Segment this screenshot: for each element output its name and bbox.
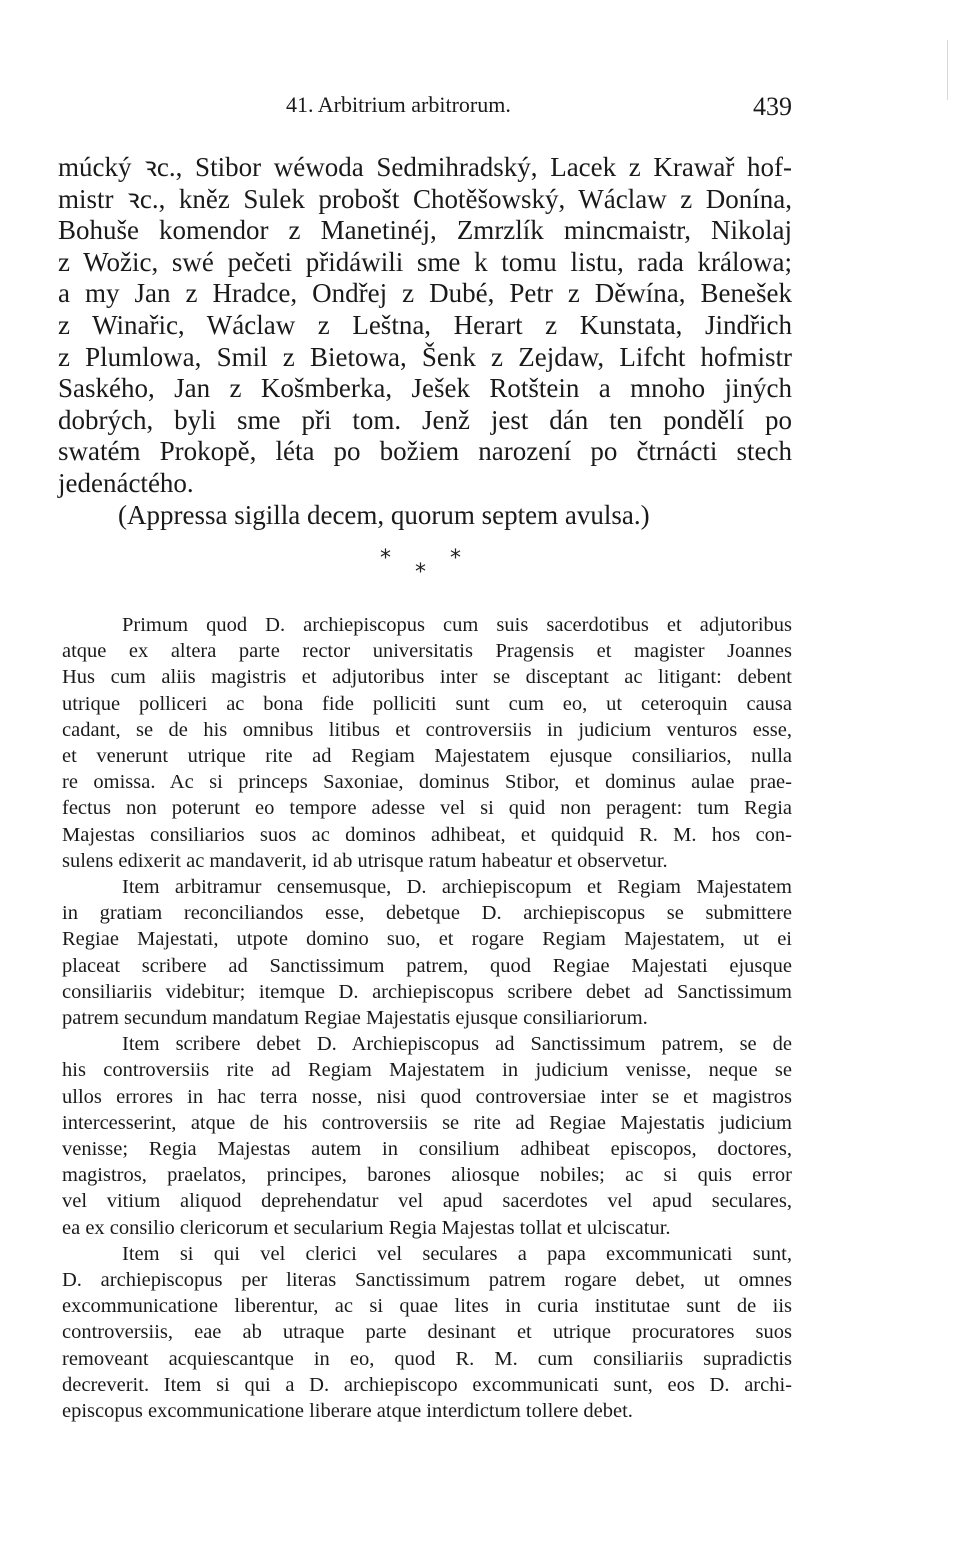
text-line: ea ex consilio clericorum et secularium Regia Majestas tollat et ulciscatur. — [62, 1216, 671, 1239]
text-line: his controversiis rite ad Regiam Majestatem in judicium venisse, neque se — [62, 1059, 792, 1082]
text-line: Item scribere debet D. Archiepiscopus ad Sanctissimum patrem, se de — [122, 1033, 792, 1056]
text-line: D. archiepiscopus per literas Sanctissimum patrem rogare debet, ut omnes — [62, 1269, 792, 1292]
text-line: z Plumlowa, Smil z Bietowa, Šenk z Zejdaw, Lifcht hofmistr — [58, 341, 792, 372]
text-line: Bohuše komendor z Manetinéj, Zmrzlík mincmaistr, Nikolaj — [58, 215, 792, 246]
czech-text-block — [58, 152, 792, 531]
text-line: ullos errores in hac terra nosse, nisi quod controversiae inter se et magistros — [62, 1085, 792, 1108]
text-line: decreverit. Item si qui a D. archiepiscopo excommunicati sunt, eos D. archi- — [62, 1373, 792, 1396]
text-line: Majestas consiliarios suos ac dominos adhibeat, et quidquid R. M. hos con- — [62, 823, 792, 846]
text-line: Hus cum aliis magistris et adjutoribus inter se disceptant ac litigant: debent — [62, 666, 792, 689]
text-line: consiliariis videbitur; itemque D. archiepiscopus scribere debet ad Sanctissimum — [62, 980, 792, 1003]
text-line: Item arbitramur censemusque, D. archiepiscopum et Regiam Majestatem — [122, 876, 792, 899]
text-line: episcopus excommunicatione liberare atque interdictum tollere debet. — [62, 1400, 633, 1423]
text-line: venisse; Regia Majestas autem in consilium adhibeat episcopos, doctores, — [62, 1138, 792, 1161]
latin-text-block — [62, 612, 792, 1424]
text-line: jedenáctého. — [58, 467, 194, 498]
text-line: controversiis, eae ab utraque parte desinant et utrique procuratores suos — [62, 1321, 792, 1344]
text-line: dobrých, byli sme při tom. Jenž jest dán ten pondělí po — [58, 404, 792, 435]
asterisk-icon: * — [380, 546, 391, 571]
text-line: z Wožic, swé pečeti přidáwili sme k tomu listu, rada králowa; — [58, 246, 792, 277]
text-line: excommunicatione liberentur, ac si quae lites in curia institutae sunt de iis — [62, 1295, 792, 1318]
text-line: swatém Prokopě, léta po božiem narození po čtrnácti stech — [58, 436, 792, 467]
text-line: cadant, se de his omnibus litibus et controversiis in judicium venturos esse, — [62, 718, 792, 741]
text-line: re omissa. Ac si princeps Saxoniae, dominus Stibor, et dominus aulae prae- — [62, 771, 792, 794]
text-line: atque ex altera parte rector universitatis Pragensis et magister Joannes — [62, 640, 792, 663]
text-line: placeat scribere ad Sanctissimum patrem, quod Regiae Majestati ejusque — [62, 954, 792, 977]
text-line: sulens edixerit ac mandaverit, id ab utrisque ratum habeatur et observetur. — [62, 849, 668, 872]
text-line: Regiae Majestati, utpote domino suo, et rogare Regiam Majestatem, ut ei — [62, 928, 792, 951]
text-line: múcký ꝛc., Stibor wéwoda Sedmihradský, Lacek z Krawař hof- — [58, 152, 792, 182]
seal-note: (Appressa sigilla decem, quorum septem avulsa.) — [118, 499, 650, 530]
text-line: removeant acquiescantque in eo, quod R. M. cum consiliariis supradictis — [62, 1347, 792, 1370]
text-line: Item si qui vel clerici vel seculares a papa excommunicati sunt, — [122, 1242, 792, 1265]
text-line: mistr ꝛc., kněz Sulek probošt Chotěšowský, Wáclaw z Donína, — [58, 183, 792, 214]
text-line: fectus non poterunt eo tempore adesse vel si quid non peragent: tum Regia — [62, 797, 792, 820]
scan-edge-mark — [947, 40, 948, 100]
text-line: magistros, praelatos, principes, barones aliosque nobiles; ac si quis error — [62, 1164, 792, 1187]
text-line: intercesserint, atque de his controversiis se rite ad Regiae Majestatis judicium — [62, 1111, 792, 1134]
text-line: z Winařic, Wáclaw z Leštna, Herart z Kunstata, Jindřich — [58, 309, 792, 340]
text-line: et venerunt utrique rite ad Regiam Majestatem ejusque consiliarios, nulla — [62, 745, 792, 768]
asterisk-icon: * — [450, 546, 461, 571]
page-number: 439 — [753, 92, 792, 121]
text-line: utrique polliceri ac bona fide polliciti sunt cum eo, ut ceteroquin causa — [62, 692, 792, 715]
running-title: 41. Arbitrium arbitrorum. — [286, 92, 511, 117]
asterisk-icon: * — [415, 560, 426, 585]
text-line: a my Jan z Hradce, Ondřej z Dubé, Petr z Děwína, Benešek — [58, 278, 792, 309]
text-line: in gratiam reconciliandos esse, debetque D. archiepiscopus se submittere — [62, 902, 792, 925]
text-line: Saského, Jan z Košmberka, Ješek Rotštein a mnoho jiných — [58, 373, 792, 404]
text-line: Primum quod D. archiepiscopus cum suis sacerdotibus et adjutoribus — [122, 614, 792, 636]
section-separator — [360, 540, 500, 586]
text-line: patrem secundum mandatum Regiae Majestatis ejusque consiliariorum. — [62, 1007, 648, 1030]
page-header — [60, 92, 792, 124]
text-line: vel vitium aliquod deprehendatur vel apud sacerdotes vel apud seculares, — [62, 1190, 792, 1213]
